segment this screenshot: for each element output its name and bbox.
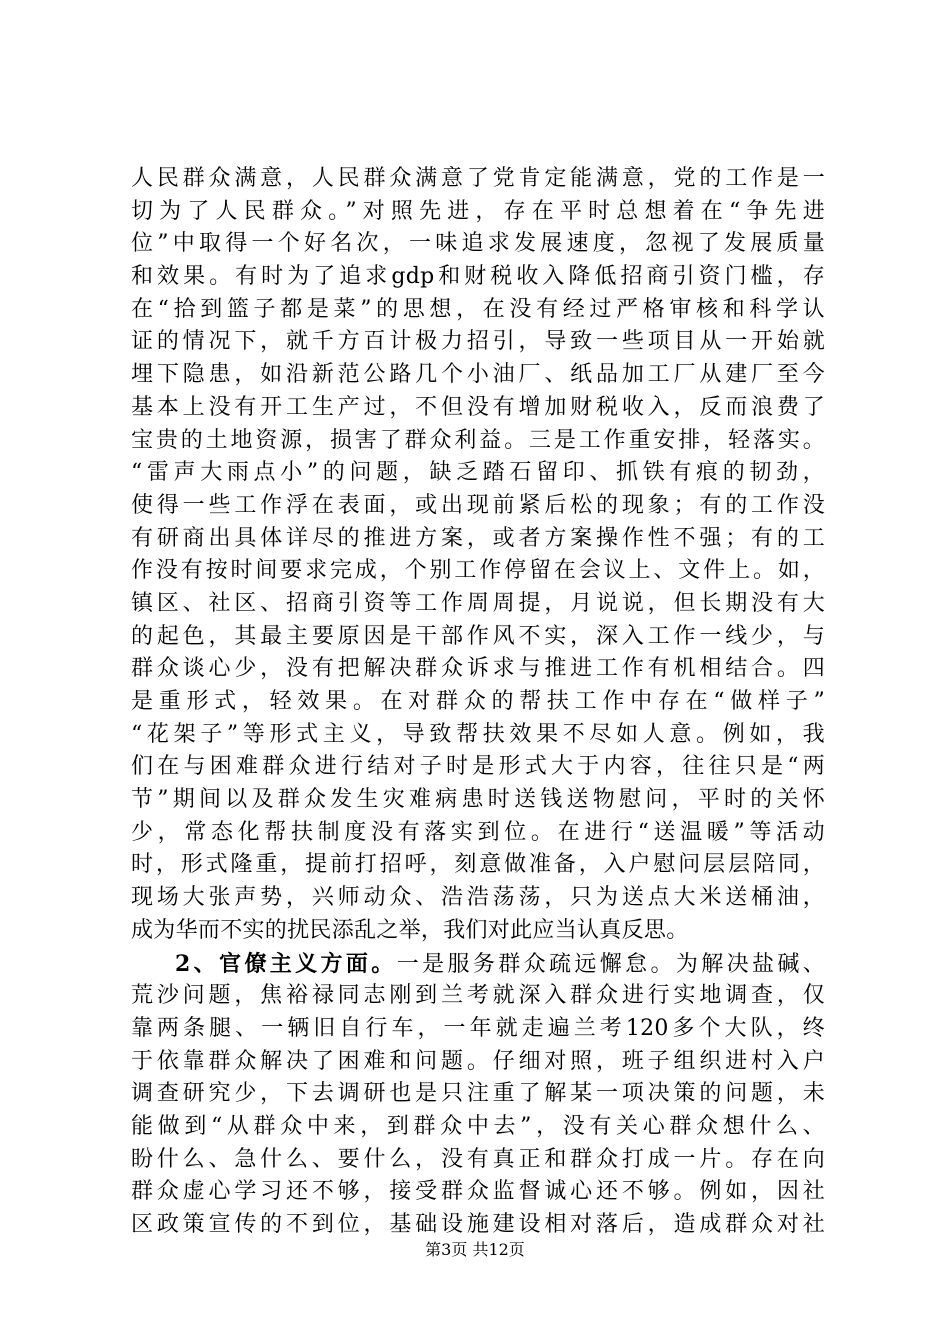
text-line: 证的情况下，就千方百计极力招引，导致一些项目从一开始就 xyxy=(131,329,825,355)
paragraph-first-line xyxy=(131,948,825,981)
text-line: 使得一些工作浮在表面，或出现前紧后松的现象；有的工作没 xyxy=(131,492,825,518)
text-line: 人民群众满意，人民群众满意了党肯定能满意，党的工作是一 xyxy=(131,166,825,191)
text-line: 宝贵的土地资源，损害了群众利益。三是工作重安排，轻落实。 xyxy=(131,427,825,453)
text-line: 是重形式，轻效果。在对群众的帮扶工作中存在“做样子” xyxy=(131,689,825,714)
text-line: 和效果。有时为了追求gdp和财税收入降低招商引资门槛，存 xyxy=(131,264,825,290)
text-line: 位”中取得一个好名次，一味追求发展速度，忽视了发展质量 xyxy=(131,231,825,257)
section-heading: 2、官僚主义方面。 xyxy=(175,950,397,977)
text-line: 调查研究少，下去调研也是只注重了解某一项决策的问题，未 xyxy=(131,1081,825,1107)
text-line: 们在与困难群众进行结对子时是形式大于内容，往往只是“两 xyxy=(131,754,825,780)
text-line: 切为了人民群众。”对照先进，存在平时总想着在“争先进 xyxy=(131,198,825,224)
body-text xyxy=(131,163,825,1242)
page-footer: 第3页 共12页 xyxy=(425,1240,525,1259)
text-span: 一是服务群众疏远懈怠。为解决盐碱、 xyxy=(396,951,825,977)
text-line: 在“拾到篮子都是菜”的思想，在没有经过严格审核和科学认 xyxy=(131,296,825,322)
text-line: 有研商出具体详尽的推进方案，或者方案操作性不强；有的工 xyxy=(131,525,825,551)
text-line: 荒沙问题，焦裕禄同志刚到兰考就深入群众进行实地调查，仅 xyxy=(131,983,825,1009)
text-line: 少，常态化帮扶制度没有落实到位。在进行“送温暖”等活动 xyxy=(131,819,825,845)
text-line: 的起色，其最主要原因是干部作风不实，深入工作一线少，与 xyxy=(131,623,825,649)
text-line: 时，形式隆重，提前打招呼，刻意做准备，入户慰问层层陪同， xyxy=(131,852,825,878)
text-line: 区政策宣传的不到位，基础设施建设相对落后，造成群众对社 xyxy=(131,1212,825,1237)
text-line: “花架子”等形式主义，导致帮扶效果不尽如人意。例如，我 xyxy=(131,721,825,747)
text-line: 镇区、社区、招商引资等工作周周提，月说说，但长期没有大 xyxy=(131,590,825,616)
text-line: 现场大张声势，兴师动众、浩浩荡荡，只为送点大米送桶油， xyxy=(131,885,825,911)
text-line: 群众谈心少，没有把解决群众诉求与推进工作有机相结合。四 xyxy=(131,656,825,682)
text-line: 埋下隐患，如沿新范公路几个小油厂、纸品加工厂从建厂至今 xyxy=(131,362,825,388)
text-line: 节”期间以及群众发生灾难病患时送钱送物慰问，平时的关怀 xyxy=(131,787,825,813)
text-line: 能做到“从群众中来，到群众中去”，没有关心群众想什么、 xyxy=(131,1113,825,1139)
text-line: 作没有按时间要求完成，个别工作停留在会议上、文件上。如， xyxy=(131,558,825,584)
text-line: 靠两条腿、一辆旧自行车，一年就走遍兰考120多个大队，终 xyxy=(131,1015,825,1041)
text-line: 盼什么、急什么、要什么，没有真正和群众打成一片。存在向 xyxy=(131,1146,825,1172)
text-line: 基本上没有开工生产过，不但没有增加财税收入，反而浪费了 xyxy=(131,394,825,420)
text-line: “雷声大雨点小”的问题，缺乏踏石留印、抓铁有痕的韧劲， xyxy=(131,460,825,486)
text-line: 成为华而不实的扰民添乱之举，我们对此应当认真反思。 xyxy=(131,917,689,943)
text-line: 群众虚心学习还不够，接受群众监督诚心还不够。例如，因社 xyxy=(131,1179,825,1205)
text-line: 于依靠群众解决了困难和问题。仔细对照，班子组织进村入户 xyxy=(131,1048,825,1074)
